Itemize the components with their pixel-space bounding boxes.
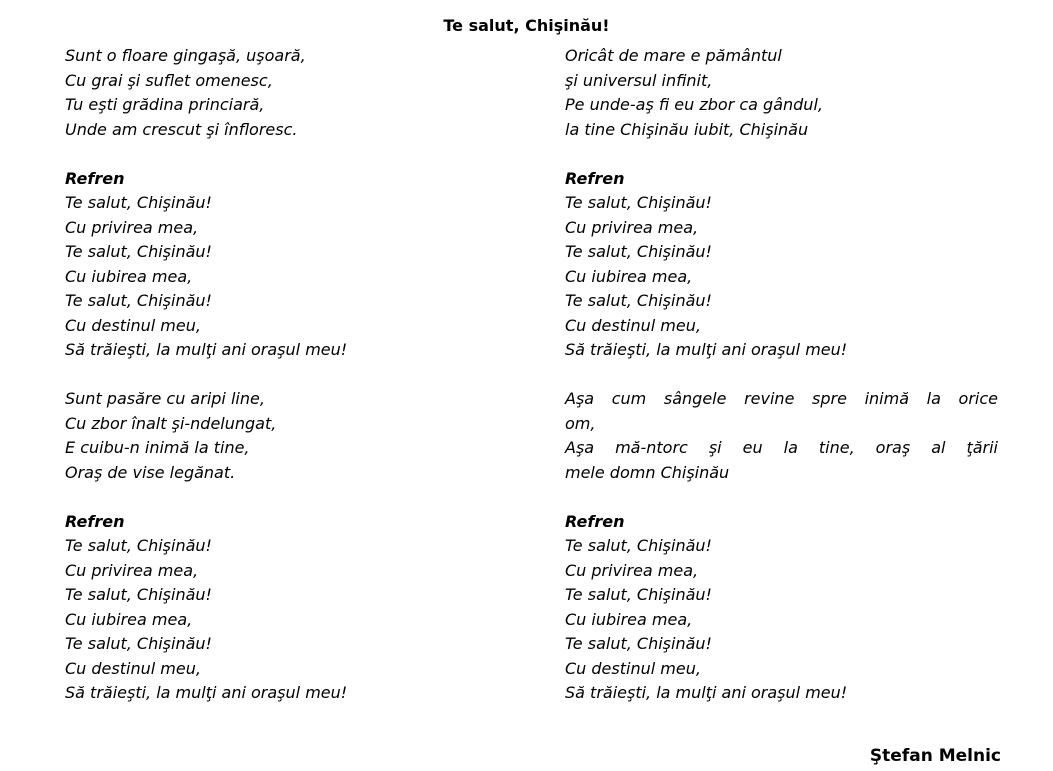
lyrics-column-left: [65, 44, 498, 706]
lyric-line: mele domn Chişinău: [565, 462, 730, 482]
lyric-line: Cu privirea mea,: [65, 217, 199, 237]
lyric-line: Să trăieşti, la mulţi ani oraşul meu!: [65, 340, 348, 359]
lyrics-column-right: [565, 44, 998, 706]
lyric-line: Cu grai şi suflet omenesc,: [65, 70, 273, 90]
lyric-line: om,: [565, 413, 596, 433]
lyric-line: Oraş de vise legănat.: [65, 462, 236, 482]
verse-block: [565, 44, 998, 142]
lyric-line: Te salut, Chişinău!: [65, 634, 212, 653]
lyric-line: Aşa mă-ntorc şi eu la tine, oraş al ţării: [565, 438, 998, 457]
lyric-line: Să trăieşti, la mulţi ani oraşul meu!: [565, 340, 848, 359]
refrain-block: [65, 510, 498, 706]
refrain-block: [65, 167, 498, 363]
lyric-line: Cu privirea mea,: [565, 560, 699, 580]
lyric-line: Cu privirea mea,: [565, 217, 699, 237]
lyric-line: Cu destinul meu,: [565, 658, 701, 678]
lyric-line: Te salut, Chişinău!: [565, 585, 712, 604]
lyric-line: Te salut, Chişinău!: [65, 242, 212, 261]
lyric-line: Unde am crescut şi înfloresc.: [65, 119, 298, 139]
verse-block: [65, 387, 498, 485]
lyric-line: Te salut, Chişinău!: [65, 193, 212, 212]
lyric-line: Cu destinul meu,: [65, 658, 201, 678]
lyric-line: Te salut, Chişinău!: [65, 291, 212, 310]
lyric-line: Cu iubirea mea,: [565, 266, 693, 286]
lyric-line: şi universul infinit,: [565, 70, 713, 90]
lyric-line: Pe unde-aş fi eu zbor ca gândul,: [565, 95, 823, 114]
lyric-line: Cu iubirea mea,: [65, 609, 193, 629]
lyric-line: Te salut, Chişinău!: [565, 242, 712, 261]
refrain-block: [565, 510, 998, 706]
lyric-line: Să trăieşti, la mulţi ani oraşul meu!: [65, 683, 348, 702]
lyric-line: Aşa cum sângele revine spre inimă la orice: [565, 389, 998, 408]
song-title: Te salut, Chişinău!: [443, 16, 610, 35]
lyric-line: Te salut, Chişinău!: [65, 536, 212, 555]
lyric-line: Cu iubirea mea,: [65, 266, 193, 286]
lyric-line: Te salut, Chişinău!: [565, 291, 712, 310]
lyric-line: Cu zbor înalt şi-ndelungat,: [65, 413, 277, 433]
refrain-heading: Refren: [565, 168, 625, 188]
lyric-line: la tine Chişinău iubit, Chişinău: [565, 119, 809, 139]
lyric-line: Te salut, Chişinău!: [565, 193, 712, 212]
lyric-line: Cu privirea mea,: [65, 560, 199, 580]
lyric-line: Sunt o floare gingaşă, uşoară,: [65, 46, 306, 65]
lyric-line: Te salut, Chişinău!: [565, 634, 712, 653]
lyric-line: Te salut, Chişinău!: [565, 536, 712, 555]
lyric-line: Cu destinul meu,: [65, 315, 201, 335]
author-name: Ştefan Melnic: [869, 745, 1001, 766]
lyric-line: Oricât de mare e pământul: [565, 46, 782, 65]
refrain-block: [565, 167, 998, 363]
lyric-line: Te salut, Chişinău!: [65, 585, 212, 604]
lyric-line: Sunt pasăre cu aripi line,: [65, 389, 265, 408]
verse-block: [65, 44, 498, 142]
refrain-heading: Refren: [65, 168, 125, 188]
verse-block: [565, 387, 998, 485]
lyrics-columns: [0, 44, 1053, 706]
refrain-heading: Refren: [65, 511, 125, 531]
lyric-line: Să trăieşti, la mulţi ani oraşul meu!: [565, 683, 848, 702]
refrain-heading: Refren: [565, 511, 625, 531]
lyric-line: Cu destinul meu,: [565, 315, 701, 335]
lyric-line: E cuibu-n inimă la tine,: [65, 438, 250, 457]
lyric-line: Tu eşti grădina princiară,: [65, 95, 265, 114]
lyric-line: Cu iubirea mea,: [565, 609, 693, 629]
